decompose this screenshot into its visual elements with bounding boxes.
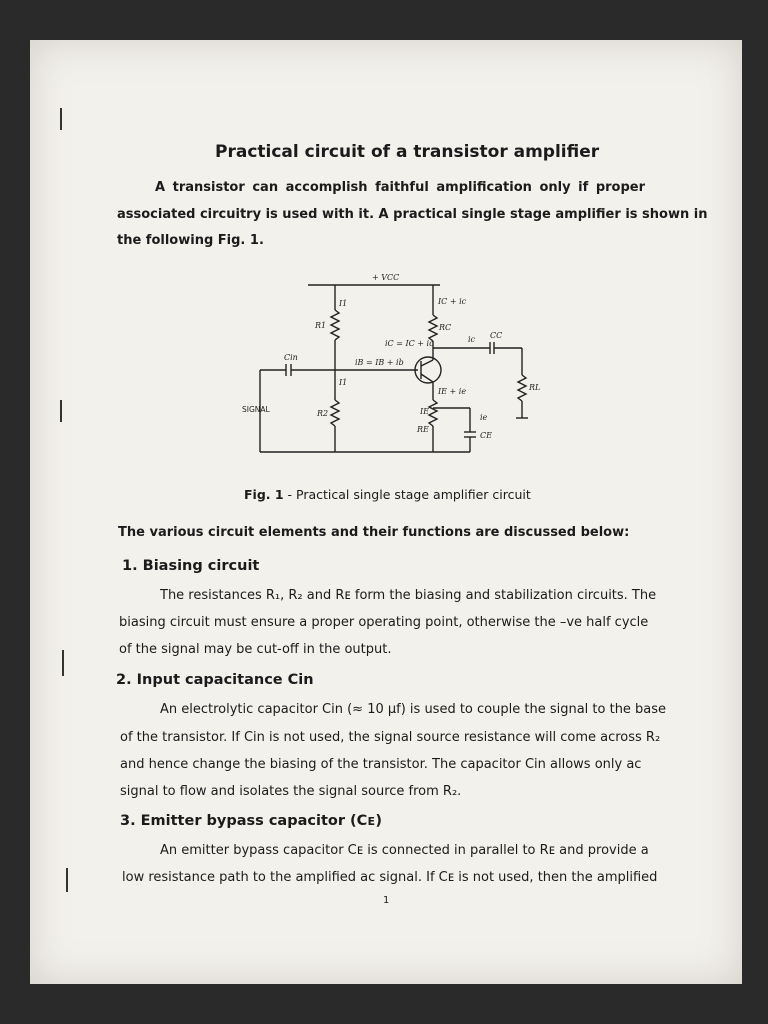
page-title: Practical circuit of a transistor amplifier: [215, 142, 600, 162]
resistor-rc: [429, 315, 437, 341]
paragraph-line: of the signal may be cut-off in the output.: [119, 642, 392, 657]
label-rc: RC: [439, 323, 452, 332]
label-ib-eq: iB = IB + ib: [355, 358, 404, 367]
label-re: RE: [417, 425, 429, 434]
resistor-r1: [331, 310, 339, 340]
paragraph-line: signal to flow and isolates the signal source from R₂.: [120, 784, 462, 799]
label-ic-out: ic: [468, 335, 476, 344]
section-heading: 2. Input capacitance Cin: [116, 672, 314, 688]
caption-text: - Practical single stage amplifier circuit: [283, 487, 531, 502]
scan-mark: [66, 868, 68, 892]
paragraph-line: biasing circuit must ensure a proper operating point, otherwise the –ve half cycle: [119, 615, 649, 630]
section-heading: 1. Biasing circuit: [122, 558, 260, 574]
resistor-re: [429, 400, 437, 426]
label-ic-plus-ic: IC + ic: [438, 297, 467, 306]
intro-line: the following Fig. 1.: [117, 233, 264, 248]
resistor-r2: [331, 400, 339, 426]
label-ie-small: ie: [480, 413, 488, 422]
label-r2: R2: [317, 409, 329, 418]
label-ie-plus-ie: IE + ie: [438, 387, 467, 396]
scan-mark: [60, 108, 62, 130]
label-cc: CC: [490, 331, 503, 340]
section-intro: The various circuit elements and their functions are discussed below:: [118, 525, 630, 540]
label-i1-top: I1: [339, 299, 348, 308]
label-cin: Cin: [284, 353, 298, 362]
section-heading: 3. Emitter bypass capacitor (Cᴇ): [120, 813, 383, 829]
intro-line: A transistor can accomplish faithful amplification only if proper: [155, 180, 645, 195]
label-signal: SIGNAL: [242, 405, 270, 414]
label-r1: R1: [315, 321, 327, 330]
label-i1-mid: I1: [339, 378, 348, 387]
caption-label: Fig. 1: [244, 487, 284, 502]
paragraph-line: The resistances R₁, R₂ and Rᴇ form the biasing and stabilization circuits. The: [160, 588, 657, 603]
paragraph-line: of the transistor. If Cin is not used, the signal source resistance will come across R₂: [120, 730, 661, 745]
intro-line: associated circuitry is used with it. A practical single stage amplifier is shown in: [117, 207, 708, 222]
label-ic-eq: iC = IC + ic: [385, 339, 434, 348]
page-number: 1: [383, 895, 390, 906]
label-ce: CE: [480, 431, 492, 440]
figure-caption: [244, 487, 531, 502]
scan-mark: [60, 400, 62, 422]
paragraph-line: low resistance path to the amplified ac signal. If Cᴇ is not used, then the amplified: [122, 870, 658, 885]
scan-mark: [62, 650, 64, 676]
paragraph-line: An electrolytic capacitor Cin (≈ 10 μf) is used to couple the signal to the base: [160, 702, 667, 717]
circuit-diagram: [240, 270, 540, 470]
paragraph-line: An emitter bypass capacitor Cᴇ is connected in parallel to Rᴇ and provide a: [160, 843, 649, 858]
label-rl: RL: [529, 383, 540, 392]
label-vcc: + VCC: [372, 273, 400, 282]
paragraph-line: and hence change the biasing of the transistor. The capacitor Cin allows only ac: [120, 757, 642, 772]
resistor-rl: [518, 375, 526, 401]
label-ie-lower: IE: [420, 407, 429, 416]
